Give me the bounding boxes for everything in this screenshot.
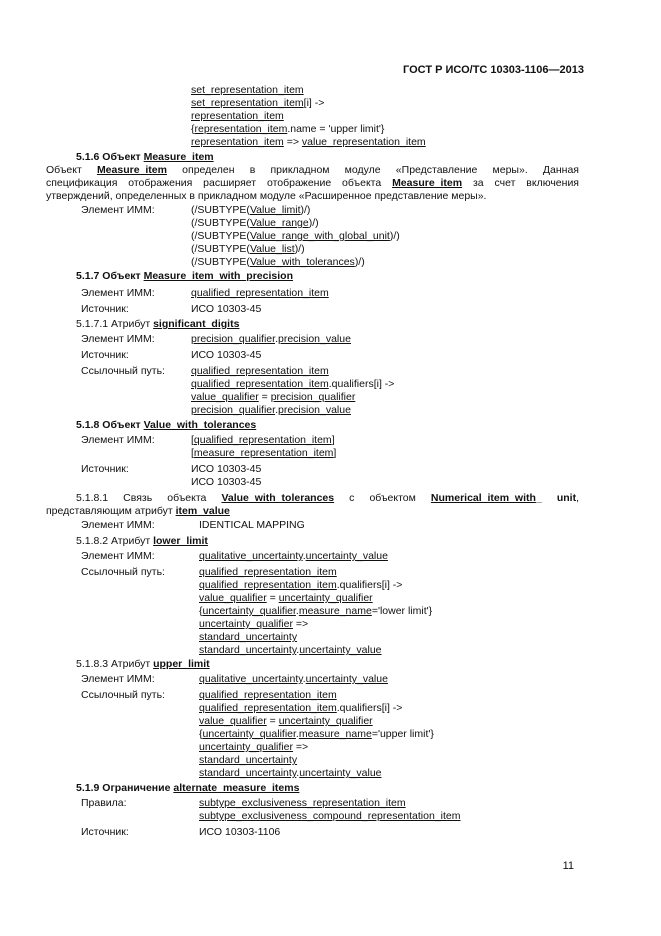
aim-element-value: (/SUBTYPE(Value_limit)/) <box>191 204 311 216</box>
aim-element-value: [qualified_representation_item] <box>191 434 335 446</box>
mapping-line: representation_item <box>191 110 284 122</box>
reference-path-line: qualified_representation_item.qualifiers[i] -> <box>191 378 395 390</box>
section-heading-5-1-9: 5.1.9 Ограничение alternate_measure_items <box>76 782 300 794</box>
reference-path-line: value_qualifier = uncertainty_qualifier <box>199 715 373 727</box>
paragraph-line: спецификация отображения расширяет отображение объекта Measure_item за счет включения <box>46 177 579 189</box>
reference-path-label: Ссылочный путь: <box>81 689 165 701</box>
reference-path-line: uncertainty_qualifier => <box>199 618 309 630</box>
mapping-line: {representation_item.name = 'upper limit'} <box>191 123 385 135</box>
paragraph-line: утверждений, определенных в прикладном модуле «Расширенное представление меры». <box>46 190 487 202</box>
rule-value: subtype_exclusiveness_representation_item <box>199 797 406 809</box>
aim-element-label: Элемент ИММ: <box>81 550 155 562</box>
rules-label: Правила: <box>81 797 127 809</box>
aim-element-value: [measure_representation_item] <box>191 447 337 459</box>
aim-element-value: qualitative_uncertainty.uncertainty_value <box>199 673 388 685</box>
reference-path-line: standard_uncertainty.uncertainty_value <box>199 644 382 656</box>
aim-element-label: Элемент ИММ: <box>81 434 155 446</box>
section-heading-5-1-8-1: 5.1.8.1 Связь объекта Value_with_tolerances с объектом Numerical_item_with_ unit, <box>76 492 579 504</box>
reference-path-line: standard_uncertainty.uncertainty_value <box>199 767 382 779</box>
source-label: Источник: <box>81 303 129 315</box>
reference-path-line: {uncertainty_qualifier.measure_name='lower limit'} <box>199 605 433 617</box>
mapping-line: set_representation_item <box>191 84 304 96</box>
reference-path-line: standard_uncertainty <box>199 631 298 643</box>
reference-path-line: qualified_representation_item <box>199 566 337 578</box>
source-label: Источник: <box>81 463 129 475</box>
source-value: ИСО 10303-45 <box>191 303 262 315</box>
reference-path-label: Ссылочный путь: <box>81 566 165 578</box>
reference-path-line: value_qualifier = uncertainty_qualifier <box>199 592 373 604</box>
source-label: Источник: <box>81 826 129 838</box>
aim-element-value: (/SUBTYPE(Value_with_tolerances)/) <box>191 256 365 268</box>
aim-element-value: qualitative_uncertainty.uncertainty_value <box>199 550 388 562</box>
section-heading-5-1-7-1: 5.1.7.1 Атрибут significant_digits <box>76 318 240 330</box>
source-label: Источник: <box>81 349 129 361</box>
section-heading-5-1-8-3: 5.1.8.3 Атрибут upper_limit <box>76 658 210 670</box>
mapping-line: set_representation_item[i] -> <box>191 97 325 109</box>
source-value: ИСО 10303-1106 <box>199 826 281 838</box>
reference-path-label: Ссылочный путь: <box>81 365 165 377</box>
section-heading-5-1-8-2: 5.1.8.2 Атрибут lower_limit <box>76 535 208 547</box>
source-value: ИСО 10303-45 <box>191 349 262 361</box>
mapping-line: representation_item => value_representation_item <box>191 136 426 148</box>
section-heading-5-1-7: 5.1.7 Объект Measure_item_with_precision <box>76 270 293 282</box>
section-heading-5-1-6: 5.1.6 Объект Measure_item <box>76 151 214 163</box>
paragraph-line: Объект Measure_item определен в прикладном модуле «Представление меры». Данная <box>46 164 579 176</box>
aim-element-label: Элемент ИММ: <box>81 287 155 299</box>
reference-path-line: value_qualifier = precision_qualifier <box>191 391 356 403</box>
aim-element-value: (/SUBTYPE(Value_list)/) <box>191 243 305 255</box>
aim-element-value: (/SUBTYPE(Value_range)/) <box>191 217 319 229</box>
source-value: ИСО 10303-45 <box>191 476 262 488</box>
aim-element-value: (/SUBTYPE(Value_range_with_global_unit)/) <box>191 230 400 242</box>
aim-element-label: Элемент ИММ: <box>81 204 155 216</box>
reference-path-line: uncertainty_qualifier => <box>199 741 309 753</box>
aim-element-value: qualified_representation_item <box>191 287 329 299</box>
aim-element-value: IDENTICAL MAPPING <box>199 519 305 531</box>
section-heading-5-1-8: 5.1.8 Объект Value_with_tolerances <box>76 419 257 431</box>
reference-path-line: qualified_representation_item.qualifiers[i] -> <box>199 702 403 714</box>
reference-path-line: {uncertainty_qualifier.measure_name='upper limit'} <box>199 728 434 740</box>
source-value: ИСО 10303-45 <box>191 463 262 475</box>
rule-value: subtype_exclusiveness_compound_representation_item <box>199 810 461 822</box>
page-number: 11 <box>562 860 574 872</box>
aim-element-value: precision_qualifier.precision_value <box>191 333 351 345</box>
paragraph-line: представляющим атрибут item_value <box>46 505 230 517</box>
reference-path-line: qualified_representation_item <box>199 689 337 701</box>
reference-path-line: standard_uncertainty <box>199 754 298 766</box>
aim-element-label: Элемент ИММ: <box>81 333 155 345</box>
reference-path-line: qualified_representation_item <box>191 365 329 377</box>
aim-element-label: Элемент ИММ: <box>81 519 155 531</box>
reference-path-line: precision_qualifier.precision_value <box>191 404 351 416</box>
reference-path-line: qualified_representation_item.qualifiers[i] -> <box>199 579 403 591</box>
document-header: ГОСТ Р ИСО/ТС 10303-1106—2013 <box>403 64 584 76</box>
aim-element-label: Элемент ИММ: <box>81 673 155 685</box>
